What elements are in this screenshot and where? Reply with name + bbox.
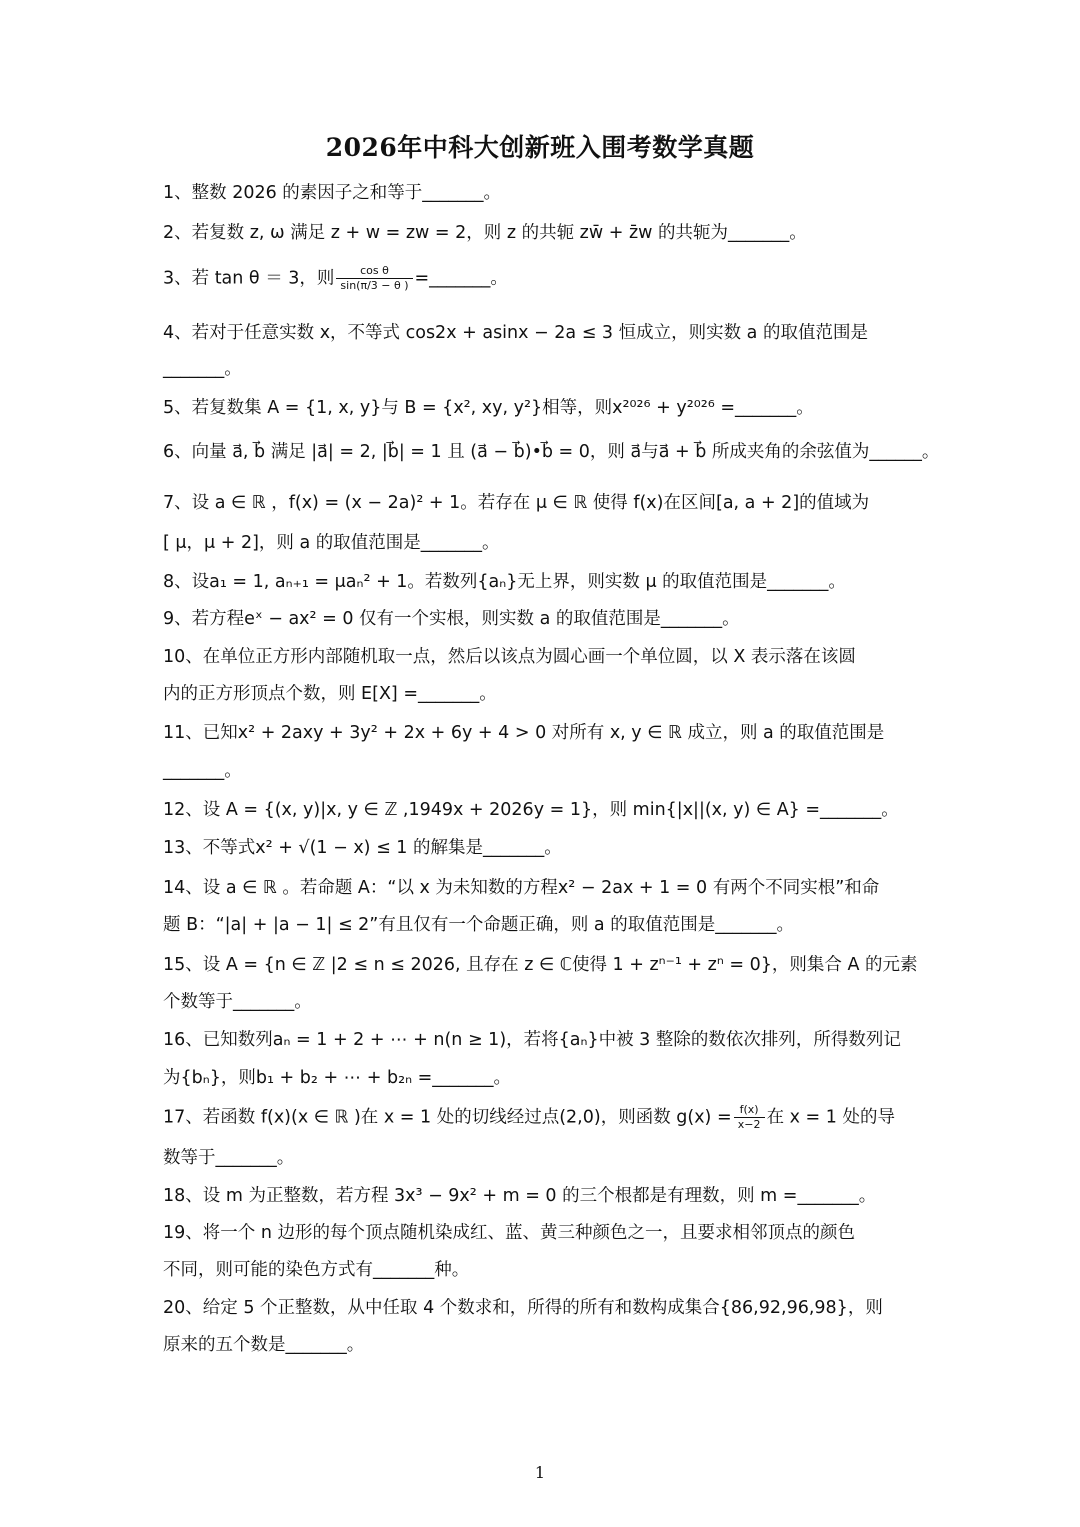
question-17-line-1 [163, 1103, 923, 1132]
question-4-line-2: _______。 [163, 359, 242, 379]
question-1: 1、整数 2026 的素因子之和等于_______。 [163, 183, 502, 203]
question-3-prefix: 3、若 tan θ ＝ 3，则 [163, 268, 335, 289]
question-11-line-1: 11、已知x² + 2axy + 3y² + 2x + 6y + 4 > 0 对所有 x, y ∈ ℝ 成立，则 a 的取值范围是 [163, 723, 885, 743]
question-5: 5、若复数集 A = {1, x, y}与 B = {x², xy, y²}相等，则x²⁰²⁶ + y²⁰²⁶ =_______。 [163, 398, 814, 418]
question-3-fraction [336, 264, 412, 293]
question-3 [163, 264, 923, 293]
question-20-line-2: 原来的五个数是_______。 [163, 1335, 365, 1355]
question-3-numerator: cos θ [336, 264, 412, 279]
question-3-denominator: sin(π/3 − θ ) [340, 279, 409, 292]
question-17-fraction [734, 1103, 765, 1132]
question-17-suffix: 在 x = 1 处的导 [766, 1107, 895, 1128]
question-11-line-2: _______。 [163, 761, 242, 781]
question-19-line-1: 19、将一个 n 边形的每个顶点随机染成红、蓝、黄三种颜色之一，且要求相邻顶点的颜色 [163, 1223, 855, 1243]
question-7-line-2: [ μ，μ + 2]，则 a 的取值范围是_______。 [163, 533, 500, 553]
question-16-line-1: 16、已知数列aₙ = 1 + 2 + ⋯ + n(n ≥ 1)，若将{aₙ}中被 3 整除的数依次排列，所得数列记 [163, 1030, 901, 1050]
question-19-line-2: 不同，则可能的染色方式有_______种。 [163, 1260, 470, 1280]
question-8: 8、设a₁ = 1, aₙ₊₁ = μaₙ² + 1。若数列{aₙ}无上界，则实数 μ 的取值范围是_______。 [163, 572, 846, 592]
question-20-line-1: 20、给定 5 个正整数，从中任取 4 个数求和，所得的所有和数构成集合{86,92,96,98}，则 [163, 1298, 883, 1318]
question-13: 13、不等式x² + √(1 − x) ≤ 1 的解集是_______。 [163, 838, 562, 858]
question-10-line-1: 10、在单位正方形内部随机取一点，然后以该点为圆心画一个单位圆，以 X 表示落在该圆 [163, 647, 856, 667]
question-17-numerator: f(x) [734, 1103, 765, 1118]
question-17-denominator: x−2 [737, 1118, 761, 1131]
question-3-suffix: =_______。 [414, 268, 508, 289]
question-17-line-2: 数等于_______。 [163, 1148, 295, 1168]
question-12: 12、设 A = {(x, y)|x, y ∈ ℤ ,1949x + 2026y = 1}，则 min{|x||(x, y) ∈ A} =_______。 [163, 800, 899, 820]
question-16-line-2: 为{bₙ}，则b₁ + b₂ + ⋯ + b₂ₙ =_______。 [163, 1068, 512, 1088]
question-9: 9、若方程eˣ − ax² = 0 仅有一个实根，则实数 a 的取值范围是_______。 [163, 609, 740, 629]
question-4-line-1: 4、若对于任意实数 x，不等式 cos2x + asinx − 2a ≤ 3 恒成立，则实数 a 的取值范围是 [163, 323, 868, 343]
question-18: 18、设 m 为正整数，若方程 3x³ − 9x² + m = 0 的三个根都是有理数，则 m =_______。 [163, 1186, 877, 1206]
question-6: 6、向量 a⃗, b⃗ 满足 |a⃗| = 2, |b⃗| = 1 且 (a⃗ − b⃗)•b⃗ = 0，则 a⃗与a⃗ + b⃗ 所成夹角的余弦值为______。 [163, 442, 940, 462]
question-15-line-1: 15、设 A = {n ∈ ℤ |2 ≤ n ≤ 2026, 且存在 z ∈ ℂ使得 1 + zⁿ⁻¹ + zⁿ = 0}，则集合 A 的元素 [163, 955, 918, 975]
question-17-prefix: 17、若函数 f(x)(x ∈ ℝ )在 x = 1 处的切线经过点(2,0)，则函数 g(x) = [163, 1107, 732, 1128]
question-7-line-1: 7、设 a ∈ ℝ ，f(x) = (x − 2a)² + 1。若存在 μ ∈ ℝ 使得 f(x)在区间[a, a + 2]的值域为 [163, 493, 870, 513]
question-14-line-1: 14、设 a ∈ ℝ 。若命题 A：“以 x 为未知数的方程x² − 2ax + 1 = 0 有两个不同实根”和命 [163, 878, 880, 898]
page-number: 1 [534, 1463, 546, 1482]
page-title: 2026年中科大创新班入围考数学真题 [325, 133, 755, 162]
question-2: 2、若复数 z, ω 满足 z + w = zw = 2，则 z 的共轭 zw̄ + z̄w 的共轭为_______。 [163, 223, 807, 243]
question-14-line-2: 题 B：“|a| + |a − 1| ≤ 2”有且仅有一个命题正确，则 a 的取值范围是_______。 [163, 915, 794, 935]
question-10-line-2: 内的正方形顶点个数，则 E[X] =_______。 [163, 684, 497, 704]
question-15-line-2: 个数等于_______。 [163, 992, 312, 1012]
